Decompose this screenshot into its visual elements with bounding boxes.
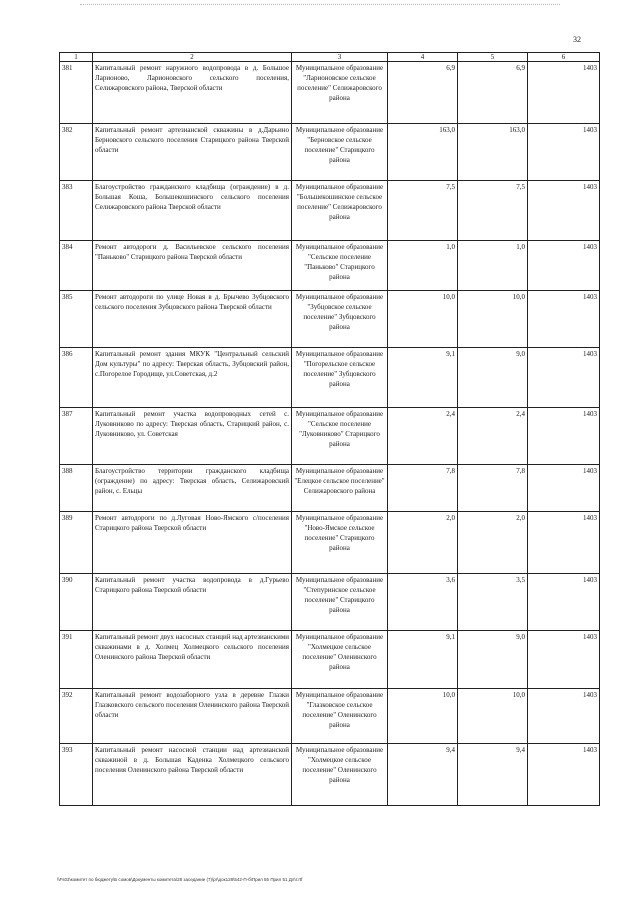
code-col6: 1403	[528, 181, 600, 241]
municipality: Муниципальное образование "Глазковское сельское поселение" Оленинского района	[292, 689, 388, 744]
row-number: 386	[60, 348, 93, 408]
work-description: Капитальный ремонт наружного водопровода в д. Большое Ларионово, Ларионовского сельского поселения, Селижаровского района, Тверской области	[93, 62, 292, 124]
row-number: 385	[60, 291, 93, 348]
work-description: Благоустройство гражданского кладбища (ограждение) в д. Большая Коша, Большекошинского сельского поселения Селижаровского района Тверской области	[93, 181, 292, 241]
table-row	[60, 291, 600, 348]
municipality: Муниципальное образование "Холмецкое сельское поселение" Оленинского района	[292, 744, 388, 806]
code-col6: 1403	[528, 124, 600, 181]
amount-col4: 2,0	[388, 512, 458, 574]
work-description: Ремонт автодороги по улице Новая в д. Брычево Зубцовского сельского поселения Зубцовского района Тверской области	[93, 291, 292, 348]
file-path-footer: \\Fs03\комитет по бюджету\Б сомов\Документы комитета\28 заседание (7)\pr\док128\542-П-б\Прил 55 Прил 51 Дл\т.rtf	[57, 877, 303, 882]
scan-edge-noise	[80, 4, 560, 6]
amount-col5: 7,5	[458, 181, 528, 241]
page-number: 32	[573, 35, 581, 44]
col-number-6: 6	[528, 53, 600, 62]
table-row	[60, 574, 600, 631]
col-number-4: 4	[388, 53, 458, 62]
work-description: Ремонт автодороги д. Васильевское сельского поселения "Паньково" Старицкого района Тверской области	[93, 241, 292, 291]
row-number: 384	[60, 241, 93, 291]
work-description: Капитальный ремонт насосной станции над артезианской скважиной в д. Большая Каденка Холмецкого сельского поселения Оленинского района Тверской области	[93, 744, 292, 806]
table-row	[60, 62, 600, 124]
amount-col5: 9,4	[458, 744, 528, 806]
code-col6: 1403	[528, 241, 600, 291]
work-description: Капитальный ремонт участка водопровода в д.Гурьево Старицкого района Тверской области	[93, 574, 292, 631]
code-col6: 1403	[528, 512, 600, 574]
municipality: Муниципальное образование "Большекошинское сельское поселение" Селижаровского района	[292, 181, 388, 241]
table-row	[60, 181, 600, 241]
amount-col4: 10,0	[388, 689, 458, 744]
amount-col4: 9,1	[388, 631, 458, 689]
row-number: 382	[60, 124, 93, 181]
amount-col5: 10,0	[458, 291, 528, 348]
work-description: Капитальный ремонт участка водопроводных сетей с. Луковниково по адресу: Тверская область, Старицкий район, с. Луковниково, ул. Советская	[93, 408, 292, 465]
col-number-5: 5	[458, 53, 528, 62]
amount-col5: 7,8	[458, 465, 528, 512]
amount-col5: 1,0	[458, 241, 528, 291]
amount-col4: 163,0	[388, 124, 458, 181]
municipality: Муниципальное образование "Сельское поселение "Луковниково" Старицкого района	[292, 408, 388, 465]
municipality: Муниципальное образование "Елецкое сельское поселение" Селижаровского района	[292, 465, 388, 512]
table-row	[60, 241, 600, 291]
row-number: 393	[60, 744, 93, 806]
work-description: Ремонт автодороги по д.Луговая Ново-Ямского с/поселения Старицкого района Тверской области	[93, 512, 292, 574]
table-row	[60, 465, 600, 512]
table-row	[60, 408, 600, 465]
amount-col4: 6,9	[388, 62, 458, 124]
column-number-row	[60, 53, 600, 62]
work-description: Капитальный ремонт здания МКУК "Центральный сельский Дом культуры" по адресу: Тверская область, Зубцовский район, с.Погорелое Городище, ул.Советская, д.2	[93, 348, 292, 408]
code-col6: 1403	[528, 62, 600, 124]
work-description: Капитальный ремонт водозаборного узла в деревне Глазки Глазковского сельского поселения Оленинского района Тверской области	[93, 689, 292, 744]
municipality: Муниципальное образование "Сельское поселение "Паньково" Старицкого района	[292, 241, 388, 291]
code-col6: 1403	[528, 465, 600, 512]
col-number-3: 3	[292, 53, 388, 62]
municipality: Муниципальное образование "Погорельское сельское поселение" Зубцовского района	[292, 348, 388, 408]
code-col6: 1403	[528, 631, 600, 689]
amount-col5: 163,0	[458, 124, 528, 181]
row-number: 391	[60, 631, 93, 689]
amount-col5: 3,5	[458, 574, 528, 631]
row-number: 388	[60, 465, 93, 512]
appropriations-table	[59, 52, 600, 806]
table-row	[60, 348, 600, 408]
table-row	[60, 631, 600, 689]
municipality: Муниципальное образование "Ларионовское сельское поселение" Селижаровского района	[292, 62, 388, 124]
amount-col5: 9,0	[458, 631, 528, 689]
row-number: 387	[60, 408, 93, 465]
table-row	[60, 689, 600, 744]
code-col6: 1403	[528, 574, 600, 631]
amount-col5: 2,4	[458, 408, 528, 465]
table-row	[60, 512, 600, 574]
municipality: Муниципальное образование "Холмецкое сельское поселение" Оленинского района	[292, 631, 388, 689]
amount-col5: 2,0	[458, 512, 528, 574]
amount-col5: 10,0	[458, 689, 528, 744]
row-number: 381	[60, 62, 93, 124]
amount-col4: 7,5	[388, 181, 458, 241]
amount-col4: 10,0	[388, 291, 458, 348]
row-number: 392	[60, 689, 93, 744]
work-description: Капитальный ремонт двух насосных станций над артезианскими скважинами в д. Холмец Холмецкого сельского поселения Оленинского района Тверской области	[93, 631, 292, 689]
col-number-1: 1	[60, 53, 93, 62]
code-col6: 1403	[528, 348, 600, 408]
table-row	[60, 744, 600, 806]
municipality: Муниципальное образование "Берновское сельское поселение" Старицкого района	[292, 124, 388, 181]
code-col6: 1403	[528, 744, 600, 806]
work-description: Капитальный ремонт артезианской скважины в д.Дарьино Берновского сельского поселения Старицкого района Тверской области	[93, 124, 292, 181]
municipality: Муниципальное образование "Степуринское сельское поселение" Старицкого района	[292, 574, 388, 631]
col-number-2: 2	[93, 53, 292, 62]
amount-col4: 2,4	[388, 408, 458, 465]
municipality: Муниципальное образование "Ново-Ямское сельское поселение" Старицкого района	[292, 512, 388, 574]
amount-col4: 1,0	[388, 241, 458, 291]
code-col6: 1403	[528, 408, 600, 465]
row-number: 389	[60, 512, 93, 574]
table-row	[60, 124, 600, 181]
amount-col4: 9,4	[388, 744, 458, 806]
code-col6: 1403	[528, 291, 600, 348]
work-description: Благоустройство территории гражданского кладбища (ограждение) по адресу: Тверская область, Селижаровский район, с. Ельцы	[93, 465, 292, 512]
amount-col5: 9,0	[458, 348, 528, 408]
amount-col5: 6,9	[458, 62, 528, 124]
amount-col4: 3,6	[388, 574, 458, 631]
amount-col4: 9,1	[388, 348, 458, 408]
amount-col4: 7,8	[388, 465, 458, 512]
municipality: Муниципальное образование "Зубцовское сельское поселение" Зубцовского района	[292, 291, 388, 348]
row-number: 390	[60, 574, 93, 631]
code-col6: 1403	[528, 689, 600, 744]
row-number: 383	[60, 181, 93, 241]
